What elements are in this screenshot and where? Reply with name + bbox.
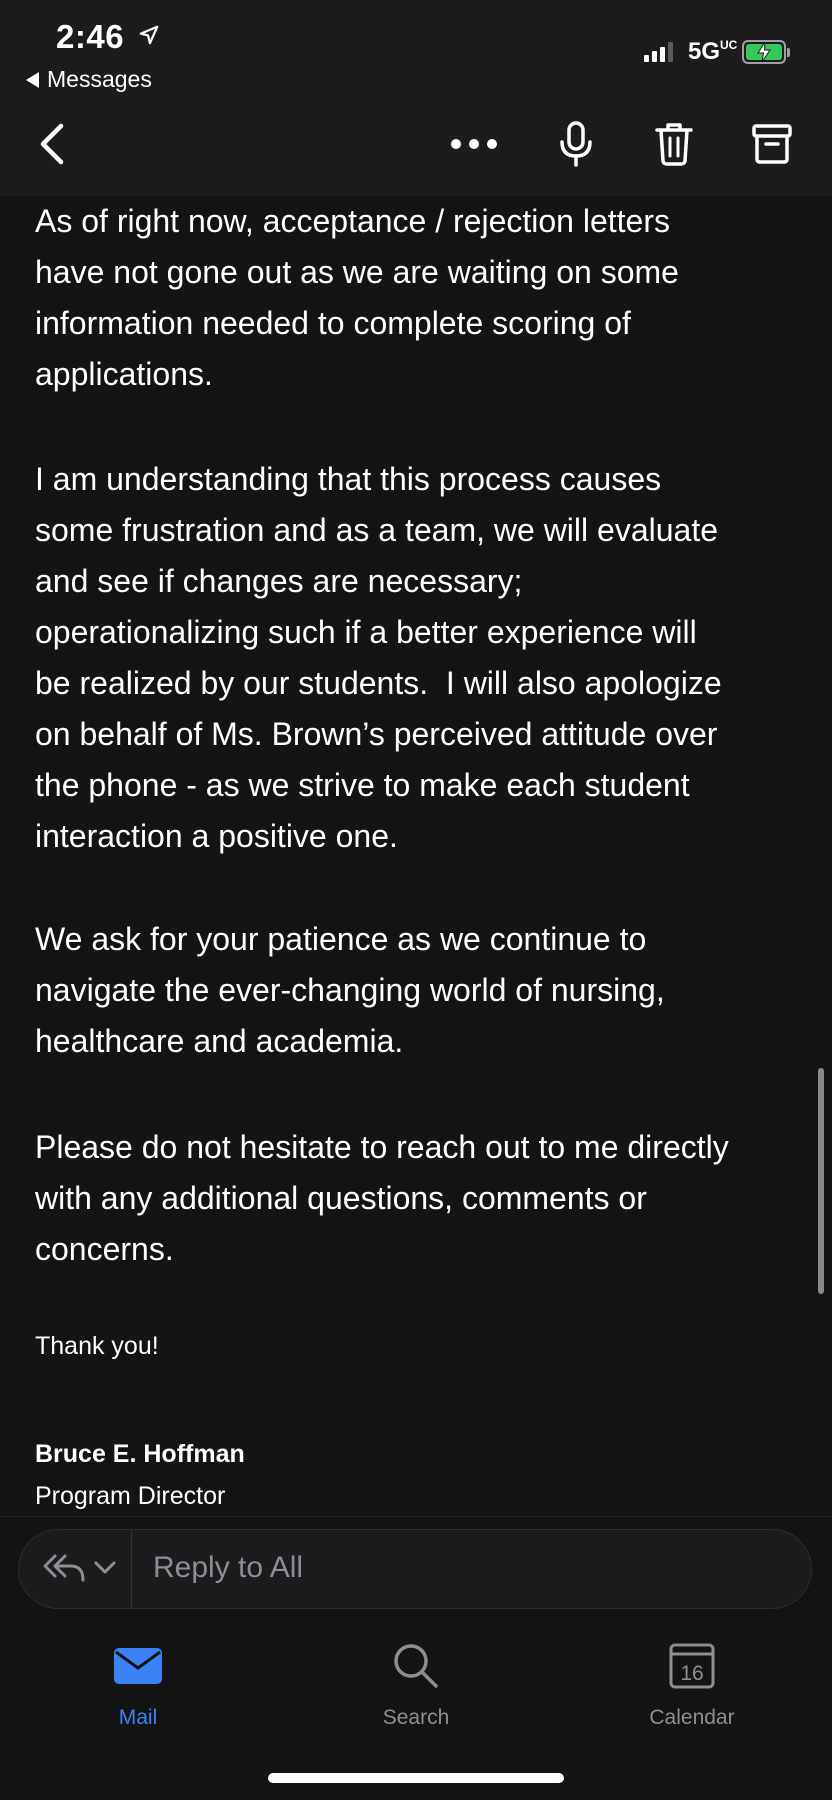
reply-area [0,1516,832,1637]
email-body [35,196,805,1516]
email-paragraph: I am understanding that this process causes some frustration and as a team, we will evaluate and see if changes are necessary; operationalizing such if a better experience will be realized by our students. I will also apologize on behalf of Ms. Brown’s perceived attitude over the phone - as we strive to make each student interaction a positive one. [35,461,722,854]
reply-divider [131,1530,132,1608]
location-arrow-icon [138,24,160,51]
reply-bar [18,1529,812,1609]
back-to-messages[interactable] [26,66,152,93]
back-to-messages-label: Messages [47,66,152,92]
more-button[interactable] [444,114,504,174]
tab-mail[interactable] [58,1636,218,1730]
scroll-indicator[interactable] [818,1068,824,1294]
email-paragraph: We ask for your patience as we continue to navigate the ever-changing world of nursing, healthcare and academia. [35,921,665,1059]
email-toolbar [0,96,832,196]
tab-mail-label: Mail [118,1706,158,1729]
calendar-icon [668,1641,716,1691]
more-icon [450,138,498,150]
email-paragraph: Please do not hesitate to reach out to me directly with any additional questions, comments or concerns. [35,1129,729,1267]
dictate-button[interactable] [546,114,606,174]
network-label: 5G [688,38,721,65]
tab-calendar[interactable] [612,1636,772,1730]
archive-button[interactable] [742,114,802,174]
home-indicator[interactable] [268,1773,564,1783]
network-sup-label: UC [720,38,738,52]
status-bar [0,0,832,96]
network-indicator [688,38,737,66]
reply-input[interactable]: Reply to All [153,1551,304,1584]
signal-icon [644,42,673,62]
trash-icon [654,121,694,167]
back-button[interactable] [22,114,82,174]
battery-icon [742,40,786,64]
reply-all-icon [41,1548,87,1588]
back-triangle-icon [26,72,39,88]
status-time: 2:46 [56,18,125,55]
delete-button[interactable] [644,114,704,174]
tab-search-label: Search [382,1706,450,1729]
reply-type-selector[interactable] [41,1548,117,1588]
email-closing: Thank you! [35,1332,159,1360]
charging-bolt-icon [755,41,773,63]
archive-icon [751,123,793,165]
calendar-day: 16 [680,1662,704,1685]
tab-calendar-label: Calendar [649,1706,735,1729]
tab-search[interactable] [336,1636,496,1730]
mail-icon [113,1646,163,1686]
email-paragraph: As of right now, acceptance / rejection letters have not gone out as we are waiting on some information needed to complete scoring of applications. [35,203,679,392]
search-icon [391,1641,441,1691]
back-chevron-icon [35,122,69,166]
microphone-icon [558,120,594,168]
battery-cap [787,48,790,57]
signature-title: Program Director [35,1482,226,1510]
signature-name: Bruce E. Hoffman [35,1440,245,1468]
chevron-down-icon [93,1560,117,1576]
